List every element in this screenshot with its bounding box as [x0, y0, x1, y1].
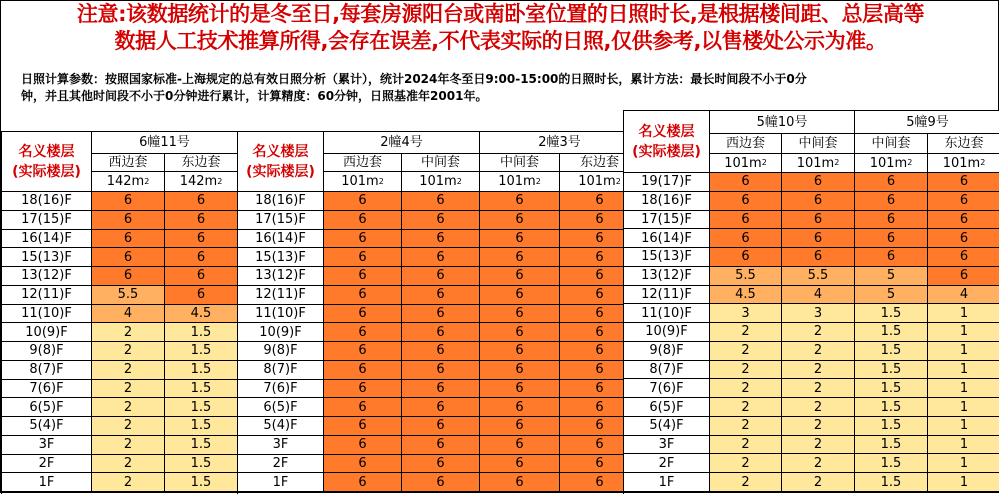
floor-column-header: [624, 111, 710, 173]
sunlight-hours-cell: 6: [324, 455, 402, 474]
sunlight-hours-cell: 2: [782, 361, 855, 380]
sunlight-hours-cell: 1.5: [855, 473, 928, 492]
sunlight-hours-cell: 6: [402, 248, 480, 267]
unit-header: 西边套: [92, 154, 165, 172]
sunlight-hours-cell: 6: [402, 286, 480, 305]
sunlight-hours-cell: 6: [480, 248, 560, 267]
floor-label: 3F: [2, 436, 92, 455]
sunlight-hours-cell: 6: [560, 323, 640, 342]
unit-area: 101m 2: [855, 154, 928, 173]
sunlight-hours-cell: 2: [782, 454, 855, 473]
sunlight-hours-cell: 1.5: [855, 436, 928, 455]
sunlight-hours-cell: 5: [855, 267, 928, 286]
floor-label: 18(16)F: [2, 192, 92, 211]
sunlight-hours-cell: 6: [855, 192, 928, 211]
floor-label: 1F: [2, 473, 92, 492]
floor-label: 2F: [238, 455, 324, 474]
sunlight-hours-cell: 6: [92, 248, 165, 267]
sunlight-hours-cell: 6: [480, 192, 560, 211]
sunlight-hours-cell: 2: [92, 455, 165, 474]
floor-header-label: 名义楼层: [638, 123, 695, 140]
floor-label: 7(6)F: [2, 380, 92, 399]
sunlight-hours-cell: 6: [560, 473, 640, 492]
sunlight-hours-cell: 6: [480, 436, 560, 455]
unit-header: 西边套: [324, 154, 402, 172]
floor-column-header: [2, 132, 92, 192]
sunlight-hours-cell: 6: [402, 417, 480, 436]
building-header: 2幢3号: [480, 132, 640, 154]
building-header: 2幢4号: [324, 132, 480, 154]
floor-label: 8(7)F: [624, 361, 710, 380]
unit-header: 中间套: [402, 154, 480, 172]
sunlight-hours-cell: 1: [928, 379, 999, 398]
sunlight-hours-cell: 1.5: [165, 342, 238, 361]
sunlight-hours-cell: 6: [165, 230, 238, 249]
sunlight-hours-cell: 1: [928, 473, 999, 492]
floor-label: 16(14)F: [238, 230, 324, 249]
sunlight-hours-cell: 6: [480, 455, 560, 474]
sunlight-hours-cell: 1: [928, 361, 999, 380]
floor-label: 7(6)F: [624, 379, 710, 398]
sunlight-hours-cell: 6: [324, 211, 402, 230]
sunlight-hours-cell: 6: [560, 286, 640, 305]
sunlight-hours-cell: 1.5: [165, 398, 238, 417]
floor-label: 11(10)F: [624, 304, 710, 323]
floor-label: 10(9)F: [624, 323, 710, 342]
sunlight-hours-cell: 6: [402, 436, 480, 455]
sunlight-hours-cell: 6: [165, 286, 238, 305]
sunlight-hours-cell: 6: [324, 267, 402, 286]
sunlight-hours-cell: 2: [782, 417, 855, 436]
floor-label: 9(8)F: [2, 342, 92, 361]
sunlight-hours-cell: 2: [710, 361, 782, 380]
sunlight-hours-cell: 6: [324, 323, 402, 342]
sunlight-hours-cell: 6: [782, 229, 855, 248]
sunlight-hours-cell: 4.5: [165, 305, 238, 324]
sunlight-hours-cell: 1.5: [855, 417, 928, 436]
sunlight-hours-cell: 3: [710, 304, 782, 323]
sunlight-hours-cell: 6: [324, 305, 402, 324]
floor-label: 8(7)F: [2, 361, 92, 380]
sunlight-hours-cell: 6: [402, 455, 480, 474]
unit-header: 东边套: [928, 134, 999, 154]
sunlight-hours-cell: 1.5: [165, 473, 238, 492]
floor-label: 6(5)F: [2, 398, 92, 417]
sunlight-hours-cell: 5.5: [782, 267, 855, 286]
floor-header-label: 名义楼层: [252, 143, 309, 160]
sunlight-hours-cell: 3: [782, 304, 855, 323]
sunlight-hours-cell: 1.5: [855, 379, 928, 398]
sunlight-hours-cell: 6: [480, 267, 560, 286]
sunlight-hours-cell: 6: [402, 305, 480, 324]
unit-area: 142m 2: [92, 172, 165, 192]
sunlight-hours-cell: 2: [92, 417, 165, 436]
floor-label: 13(12)F: [624, 267, 710, 286]
sunlight-hours-cell: 6: [402, 361, 480, 380]
floor-label: 5(4)F: [238, 417, 324, 436]
unit-area: 101m 2: [402, 172, 480, 192]
sunlight-hours-cell: 5.5: [710, 267, 782, 286]
floor-label: 1F: [238, 473, 324, 492]
sunlight-hours-cell: 6: [402, 192, 480, 211]
sunlight-hours-cell: 1.5: [165, 436, 238, 455]
sunlight-hours-cell: 4: [92, 305, 165, 324]
sunlight-hours-cell: 6: [928, 192, 999, 211]
floor-header-label: 名义楼层: [18, 143, 75, 160]
floor-header-sublabel: (实际楼层): [12, 163, 81, 180]
floor-label: 2F: [624, 454, 710, 473]
sunlight-hours-cell: 6: [560, 305, 640, 324]
floor-label: 6(5)F: [624, 398, 710, 417]
floor-label: 18(16)F: [624, 192, 710, 211]
floor-label: 3F: [238, 436, 324, 455]
sunlight-hours-cell: 6: [324, 286, 402, 305]
unit-header: 中间套: [855, 134, 928, 154]
sunlight-hours-cell: 4.5: [710, 286, 782, 305]
sunlight-hours-cell: 1.5: [165, 455, 238, 474]
floor-label: 17(15)F: [624, 211, 710, 230]
sunlight-hours-cell: 6: [710, 173, 782, 192]
sunlight-hours-cell: 6: [560, 455, 640, 474]
sunlight-hours-cell: 6: [92, 211, 165, 230]
sunlight-hours-cell: 2: [710, 417, 782, 436]
sunlight-hours-cell: 6: [560, 267, 640, 286]
floor-label: 7(6)F: [238, 380, 324, 399]
floor-label: 1F: [624, 473, 710, 492]
unit-header: 中间套: [480, 154, 560, 172]
sunlight-hours-cell: 6: [165, 248, 238, 267]
sunlight-hours-cell: 6: [560, 248, 640, 267]
sunlight-hours-cell: 1.5: [855, 323, 928, 342]
sunlight-hours-cell: 2: [92, 380, 165, 399]
sunlight-hours-cell: 6: [480, 380, 560, 399]
sunlight-hours-cell: 6: [324, 230, 402, 249]
sunlight-hours-cell: 1.5: [165, 417, 238, 436]
sunlight-hours-cell: 6: [855, 211, 928, 230]
sunlight-hours-cell: 6: [480, 211, 560, 230]
sunlight-hours-cell: 1: [928, 417, 999, 436]
floor-label: 16(14)F: [624, 229, 710, 248]
sunlight-hours-cell: 2: [92, 323, 165, 342]
floor-label: 13(12)F: [2, 267, 92, 286]
sunlight-hours-cell: 6: [560, 398, 640, 417]
sunlight-hours-cell: 6: [92, 192, 165, 211]
floor-label: 11(10)F: [2, 305, 92, 324]
floor-label: 9(8)F: [624, 342, 710, 361]
sunlight-hours-cell: 2: [782, 323, 855, 342]
calculation-parameters: [21, 71, 996, 105]
sunlight-hours-cell: 6: [402, 230, 480, 249]
building-header: 5幢9号: [855, 111, 999, 134]
unit-area: 142m 2: [165, 172, 238, 192]
sunlight-hours-cell: 6: [324, 417, 402, 436]
sunlight-hours-cell: 2: [782, 398, 855, 417]
sunlight-hours-cell: 1: [928, 436, 999, 455]
sunlight-hours-cell: 2: [710, 398, 782, 417]
sunlight-hours-cell: 6: [928, 248, 999, 267]
floor-label: 15(13)F: [238, 248, 324, 267]
sunlight-hours-cell: 6: [928, 211, 999, 230]
sunlight-hours-cell: 2: [92, 473, 165, 492]
floor-label: 9(8)F: [238, 342, 324, 361]
sunlight-hours-cell: 6: [165, 192, 238, 211]
sunlight-hours-cell: 6: [480, 323, 560, 342]
sunlight-hours-cell: 6: [928, 229, 999, 248]
sunlight-hours-cell: 6: [480, 305, 560, 324]
sunlight-hours-cell: 6: [782, 211, 855, 230]
params-line-2: 钟，并且其他时间段不小于0分钟进行累计，计算精度：60分钟，日照基准年2001年。: [21, 89, 488, 103]
sunlight-hours-cell: 6: [560, 417, 640, 436]
sunlight-hours-cell: 6: [855, 173, 928, 192]
sunlight-hours-cell: 1: [928, 323, 999, 342]
sunlight-hours-cell: 5.5: [92, 286, 165, 305]
sunlight-hours-cell: 2: [92, 398, 165, 417]
floor-label: 16(14)F: [2, 230, 92, 249]
sunlight-hours-cell: 6: [92, 230, 165, 249]
sunlight-hours-cell: 6: [560, 342, 640, 361]
sunlight-hours-cell: 1.5: [855, 361, 928, 380]
sunlight-hours-cell: 6: [855, 248, 928, 267]
unit-area: 101m 2: [480, 172, 560, 192]
sunlight-hours-cell: 2: [782, 473, 855, 492]
sunlight-hours-cell: 6: [710, 229, 782, 248]
unit-area: 101m 2: [324, 172, 402, 192]
sunlight-hours-cell: 6: [402, 323, 480, 342]
sunlight-hours-cell: 6: [324, 192, 402, 211]
sunlight-hours-cell: 6: [165, 267, 238, 286]
floor-label: 5(4)F: [2, 417, 92, 436]
sunlight-hours-cell: 6: [710, 192, 782, 211]
sunlight-hours-cell: 1: [928, 304, 999, 323]
sunlight-hours-cell: 6: [480, 398, 560, 417]
sunlight-hours-cell: 6: [402, 473, 480, 492]
sunlight-hours-cell: 1.5: [855, 304, 928, 323]
sunlight-hours-cell: 1.5: [165, 361, 238, 380]
sunlight-hours-cell: 6: [402, 267, 480, 286]
floor-label: 15(13)F: [624, 248, 710, 267]
notice-line-2: 数据人工技术推算所得,会存在误差,不代表实际的日照,仅供参考,以售楼处公示为准。: [114, 29, 887, 53]
sunlight-hours-cell: 6: [560, 230, 640, 249]
sunlight-hours-cell: 6: [324, 436, 402, 455]
sunlight-hours-cell: 2: [92, 436, 165, 455]
sunlight-hours-cell: 6: [324, 248, 402, 267]
sunlight-hours-cell: 1: [928, 342, 999, 361]
sunlight-hours-cell: 4: [928, 286, 999, 305]
sunlight-hours-cell: 6: [928, 267, 999, 286]
floor-label: 3F: [624, 436, 710, 455]
sunlight-hours-cell: 6: [92, 267, 165, 286]
notice-text: [1, 1, 999, 55]
floor-label: 18(16)F: [238, 192, 324, 211]
unit-area: 101m 2: [710, 154, 782, 173]
floor-label: 12(11)F: [2, 286, 92, 305]
sunlight-hours-cell: 6: [402, 211, 480, 230]
unit-header: 中间套: [782, 134, 855, 154]
sunlight-hours-cell: 6: [560, 211, 640, 230]
floor-column-header: [238, 132, 324, 192]
floor-label: 12(11)F: [238, 286, 324, 305]
floor-header-sublabel: (实际楼层): [246, 163, 315, 180]
sunlight-hours-cell: 6: [480, 473, 560, 492]
sunlight-hours-cell: 6: [324, 380, 402, 399]
sunlight-hours-cell: 6: [710, 211, 782, 230]
sunlight-hours-cell: 2: [710, 342, 782, 361]
sunlight-hours-cell: 6: [782, 173, 855, 192]
sunlight-hours-cell: 6: [324, 398, 402, 417]
sunlight-hours-cell: 6: [480, 230, 560, 249]
sunlight-hours-cell: 1.5: [855, 454, 928, 473]
notice-line-1: 注意:该数据统计的是冬至日,每套房源阳台或南卧室位置的日照时长,是根据楼间距、总层高等: [76, 2, 925, 26]
sunlight-hours-cell: 6: [782, 248, 855, 267]
floor-header-sublabel: (实际楼层): [632, 143, 701, 160]
sunlight-hours-cell: 1: [928, 398, 999, 417]
floor-label: 11(10)F: [238, 305, 324, 324]
sunlight-hours-cell: 1.5: [165, 323, 238, 342]
building-header: 6幢11号: [92, 132, 238, 154]
sunlight-hours-cell: 6: [560, 380, 640, 399]
floor-label: 10(9)F: [2, 323, 92, 342]
sunlight-hours-cell: 2: [782, 379, 855, 398]
floor-label: 12(11)F: [624, 286, 710, 305]
floor-label: 13(12)F: [238, 267, 324, 286]
sunlight-hours-cell: 6: [855, 229, 928, 248]
unit-header: 东边套: [165, 154, 238, 172]
building-header: 5幢10号: [710, 111, 855, 134]
sunlight-hours-cell: 1.5: [855, 342, 928, 361]
sunlight-hours-cell: 6: [480, 286, 560, 305]
floor-label: 10(9)F: [238, 323, 324, 342]
sunlight-hours-cell: 6: [324, 342, 402, 361]
sunlight-hours-cell: 6: [165, 211, 238, 230]
sunlight-hours-cell: 6: [480, 361, 560, 380]
sunlight-hours-cell: 6: [782, 192, 855, 211]
floor-label: 15(13)F: [2, 248, 92, 267]
sunlight-hours-cell: 1.5: [855, 398, 928, 417]
sunlight-hours-cell: 1: [928, 454, 999, 473]
sunlight-hours-cell: 2: [710, 473, 782, 492]
sunlight-hours-cell: 6: [324, 361, 402, 380]
sunlight-hours-cell: 6: [480, 417, 560, 436]
sunlight-hours-cell: 2: [92, 361, 165, 380]
floor-label: 19(17)F: [624, 173, 710, 192]
unit-area: 101m 2: [560, 172, 640, 192]
floor-label: 8(7)F: [238, 361, 324, 380]
floor-label: 5(4)F: [624, 417, 710, 436]
unit-area: 101m 2: [782, 154, 855, 173]
unit-header: 西边套: [710, 134, 782, 154]
sunlight-hours-cell: 5: [855, 286, 928, 305]
sunlight-hours-cell: 2: [782, 436, 855, 455]
sunlight-hours-cell: 2: [710, 454, 782, 473]
sunlight-hours-cell: 6: [560, 192, 640, 211]
floor-label: 6(5)F: [238, 398, 324, 417]
floor-label: 2F: [2, 455, 92, 474]
floor-label: 17(15)F: [2, 211, 92, 230]
sunlight-hours-cell: 2: [710, 323, 782, 342]
sunlight-hours-cell: 2: [710, 436, 782, 455]
sunlight-hours-cell: 1.5: [165, 380, 238, 399]
unit-header: 东边套: [560, 154, 640, 172]
sunlight-hours-cell: 6: [402, 380, 480, 399]
sunlight-hours-cell: 6: [402, 342, 480, 361]
sunlight-hours-cell: 6: [928, 173, 999, 192]
unit-area: 101m 2: [928, 154, 999, 173]
sunlight-hours-cell: 6: [560, 361, 640, 380]
sunlight-hours-cell: 6: [402, 398, 480, 417]
sunlight-hours-cell: 6: [480, 342, 560, 361]
sunlight-hours-cell: 2: [710, 379, 782, 398]
sunlight-hours-cell: 6: [560, 436, 640, 455]
params-line-1: 日照计算参数：按照国家标准-上海规定的总有效日照分析（累计），统计2024年冬至日9:00-15:00的日照时长，累计方法：最长时间段不小于0分: [21, 72, 807, 86]
sunlight-hours-cell: 4: [782, 286, 855, 305]
floor-label: 17(15)F: [238, 211, 324, 230]
sunlight-hours-cell: 2: [782, 342, 855, 361]
sunlight-hours-cell: 2: [92, 342, 165, 361]
sunlight-hours-cell: 6: [324, 473, 402, 492]
sunlight-hours-cell: 6: [710, 248, 782, 267]
